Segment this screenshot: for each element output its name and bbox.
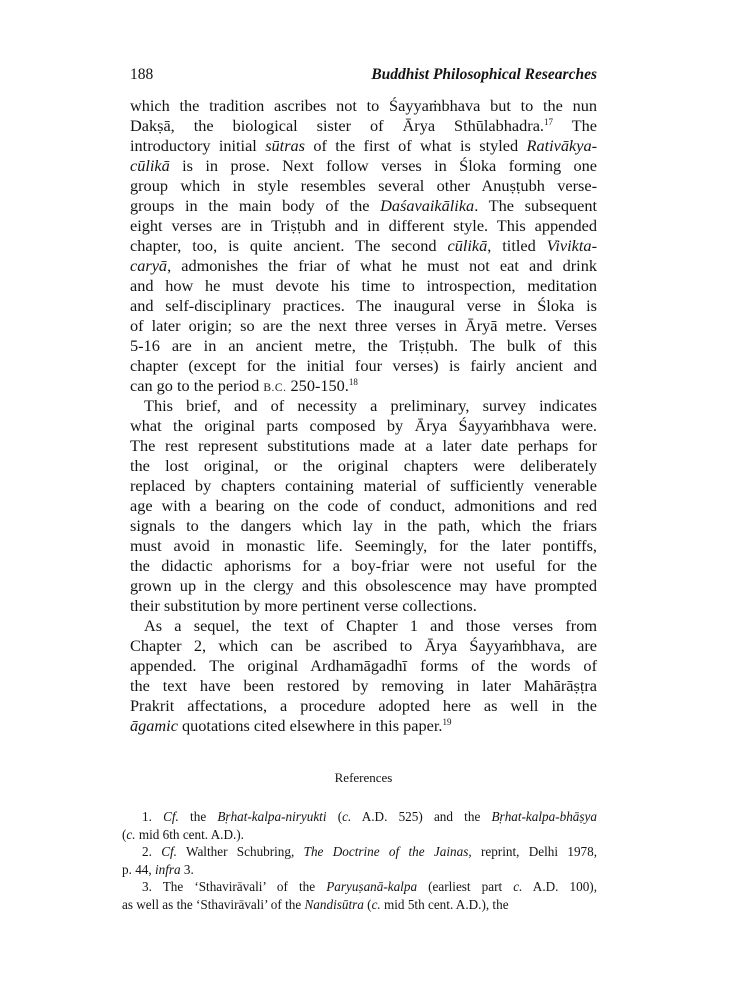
italic-text: Cf. (163, 809, 179, 824)
reference-item (122, 878, 597, 913)
text-line (130, 156, 597, 176)
text-line (130, 476, 597, 496)
text-run: chapter (except for the initial four verses) is fairly ancient and (130, 356, 597, 375)
text-line (130, 416, 597, 436)
text-run: and how he must devote his time to introspection, meditation (130, 276, 597, 295)
footnote-marker: 17 (544, 117, 554, 127)
running-title: Buddhist Philosophical Researches (371, 66, 597, 83)
text-line (130, 176, 597, 196)
italic-text: Nandisūtra (304, 896, 364, 912)
italic-text: The Doctrine of the Jainas (303, 844, 469, 859)
text-run: and self-disciplinary practices. The inaugural verse in Śloka is (130, 296, 597, 315)
text-line (130, 216, 597, 236)
text-run: the didactic aphorisms for a boy-friar were not useful for the (130, 556, 597, 575)
text-line (130, 376, 597, 396)
italic-text: Vivikta- (546, 236, 597, 255)
text-run: their substitution by more pertinent verse collections. (130, 596, 477, 615)
italic-text: infra (154, 861, 181, 877)
text-run: signals to the dangers which lay in the path, which the friars (130, 516, 597, 535)
page-number: 188 (130, 66, 154, 83)
italic-text: Daśavaikālika (380, 196, 475, 215)
text-line (130, 256, 597, 276)
text-run: replaced by chapters containing material of sufficiently venerable (130, 476, 597, 495)
text-run: A.D. 525) and the (351, 809, 492, 824)
text-run: The (553, 116, 597, 135)
text-run: The rest represent substitutions made at a later date perhaps for (130, 436, 597, 455)
text-run: grown up in the clergy and this obsolescence may have prompted (130, 576, 597, 595)
italic-text: c. (513, 879, 523, 894)
text-line (130, 496, 597, 516)
text-run: is in prose. Next follow verses in Śloka forming one (169, 156, 597, 175)
text-run: . The subsequent (474, 196, 597, 215)
paragraph (130, 396, 597, 616)
text-run: ( (326, 809, 343, 824)
references-heading: References (334, 770, 393, 785)
italic-text: c. (342, 809, 352, 824)
text-run: , admonishes the friar of what he must not eat and drink (167, 256, 597, 275)
text-line (130, 236, 597, 256)
text-run: as well as the ‘Sthavirāvali’ of the (122, 896, 305, 912)
footnote-marker: 19 (442, 717, 452, 727)
text-run: Chapter 2, which can be ascribed to Ārya Śayyaṁbhava, are (130, 636, 597, 655)
text-line (130, 676, 597, 696)
italic-text: Bṛhat-kalpa-niryukti (217, 809, 327, 824)
text-line (130, 336, 597, 356)
text-line (130, 536, 597, 556)
text-line (130, 96, 597, 116)
text-run: chapter, too, is quite ancient. The second (130, 236, 448, 255)
text-run: Walther Schubring, (176, 844, 304, 859)
text-run: As a sequel, the text of Chapter 1 and those verses from (144, 616, 597, 635)
references-list (122, 808, 597, 913)
text-line (130, 356, 597, 376)
text-line (130, 396, 597, 416)
paragraph (130, 96, 597, 396)
text-run: group which in style resembles several other Anuṣṭubh verse- (130, 176, 597, 195)
text-line (130, 436, 597, 456)
text-run: ( (363, 896, 372, 912)
text-line (130, 276, 597, 296)
text-run: 3. (180, 861, 194, 877)
text-run: 3. The ‘Sthavirāvali’ of the (142, 879, 327, 894)
text-line (130, 296, 597, 316)
text-line (130, 696, 597, 716)
reference-line (122, 808, 597, 826)
text-run: Prakrit affectations, a procedure adopted here as well in the (130, 696, 597, 715)
small-caps-text: B.C. (263, 382, 287, 394)
text-run: the (178, 809, 218, 824)
text-run: quotations cited elsewhere in this paper. (177, 716, 443, 735)
italic-text: c. (126, 826, 136, 842)
text-run: what the original parts composed by Ārya Śayyaṁbhava were. (130, 416, 597, 435)
text-run: the text have been restored by removing in later Mahārāṣṭra (130, 676, 597, 695)
text-run: appended. The original Ardhamāgadhī forms of the words of (130, 656, 597, 675)
text-line (130, 196, 597, 216)
reference-item (122, 843, 597, 878)
text-run: 2. (142, 844, 162, 859)
text-run: 1. (142, 809, 164, 824)
text-run: (earliest part (417, 879, 514, 894)
italic-text: Paryuṣanā-kalpa (326, 879, 418, 894)
text-run: age with a bearing on the code of conduct, admonitions and red (130, 496, 597, 515)
text-run: groups in the main body of the (130, 196, 381, 215)
running-head (130, 66, 597, 86)
reference-line (122, 878, 597, 896)
footnote-marker: 18 (348, 377, 358, 387)
italic-text: caryā (130, 256, 168, 275)
text-run: introductory initial (130, 136, 266, 155)
italic-text: cūlikā (447, 236, 488, 255)
reference-item (122, 808, 597, 843)
text-run: 250-150. (286, 376, 349, 395)
text-run: can go to the period (130, 376, 264, 395)
text-run: 5-16 are in an ancient metre, the Triṣṭubh. The bulk of this (130, 336, 597, 355)
italic-text: sūtras (265, 136, 306, 155)
paragraph (130, 616, 597, 736)
text-run: A.D. 100), (522, 879, 597, 894)
text-run: the lost original, or the original chapters were deliberately (130, 456, 597, 475)
text-run: ( (122, 826, 127, 842)
italic-text: āgamic (130, 716, 178, 735)
text-run: of later origin; so are the next three verses in Āryā metre. Verses (130, 316, 597, 335)
text-run: This brief, and of necessity a preliminary, survey indicates (144, 396, 597, 415)
text-run: of the first of what is styled (305, 136, 527, 155)
text-line (130, 556, 597, 576)
reference-line (122, 826, 597, 844)
text-run: , titled (487, 236, 547, 255)
italic-text: cūlikā (130, 156, 170, 175)
text-line (130, 596, 597, 616)
body-text (130, 96, 597, 736)
text-line (130, 456, 597, 476)
text-run: p. 44, (122, 861, 155, 877)
text-line (130, 116, 597, 136)
text-run: mid 5th cent. A.D.), the (380, 896, 509, 912)
text-line (130, 616, 597, 636)
text-line (130, 636, 597, 656)
text-run: must avoid in monastic life. Seemingly, for the later pontiffs, (130, 536, 597, 555)
text-run: Dakṣā, the biological sister of Ārya Sthūlabhadra. (130, 116, 545, 135)
italic-text: Rativākya- (526, 136, 598, 155)
reference-line (122, 896, 597, 914)
italic-text: Bṛhat-kalpa-bhāṣya (491, 809, 597, 824)
italic-text: c. (371, 896, 381, 912)
text-line (130, 516, 597, 536)
text-line (130, 316, 597, 336)
text-run: eight verses are in Triṣṭubh and in different style. This appended (130, 216, 597, 235)
text-line (130, 716, 597, 736)
text-run: , reprint, Delhi 1978, (468, 844, 598, 859)
italic-text: Cf. (161, 844, 177, 859)
reference-line (122, 843, 597, 861)
text-line (130, 576, 597, 596)
text-line (130, 136, 597, 156)
text-run: which the tradition ascribes not to Śayyaṁbhava but to the nun (130, 96, 597, 115)
text-run: mid 6th cent. A.D.). (135, 826, 244, 842)
text-line (130, 656, 597, 676)
reference-line (122, 861, 597, 879)
